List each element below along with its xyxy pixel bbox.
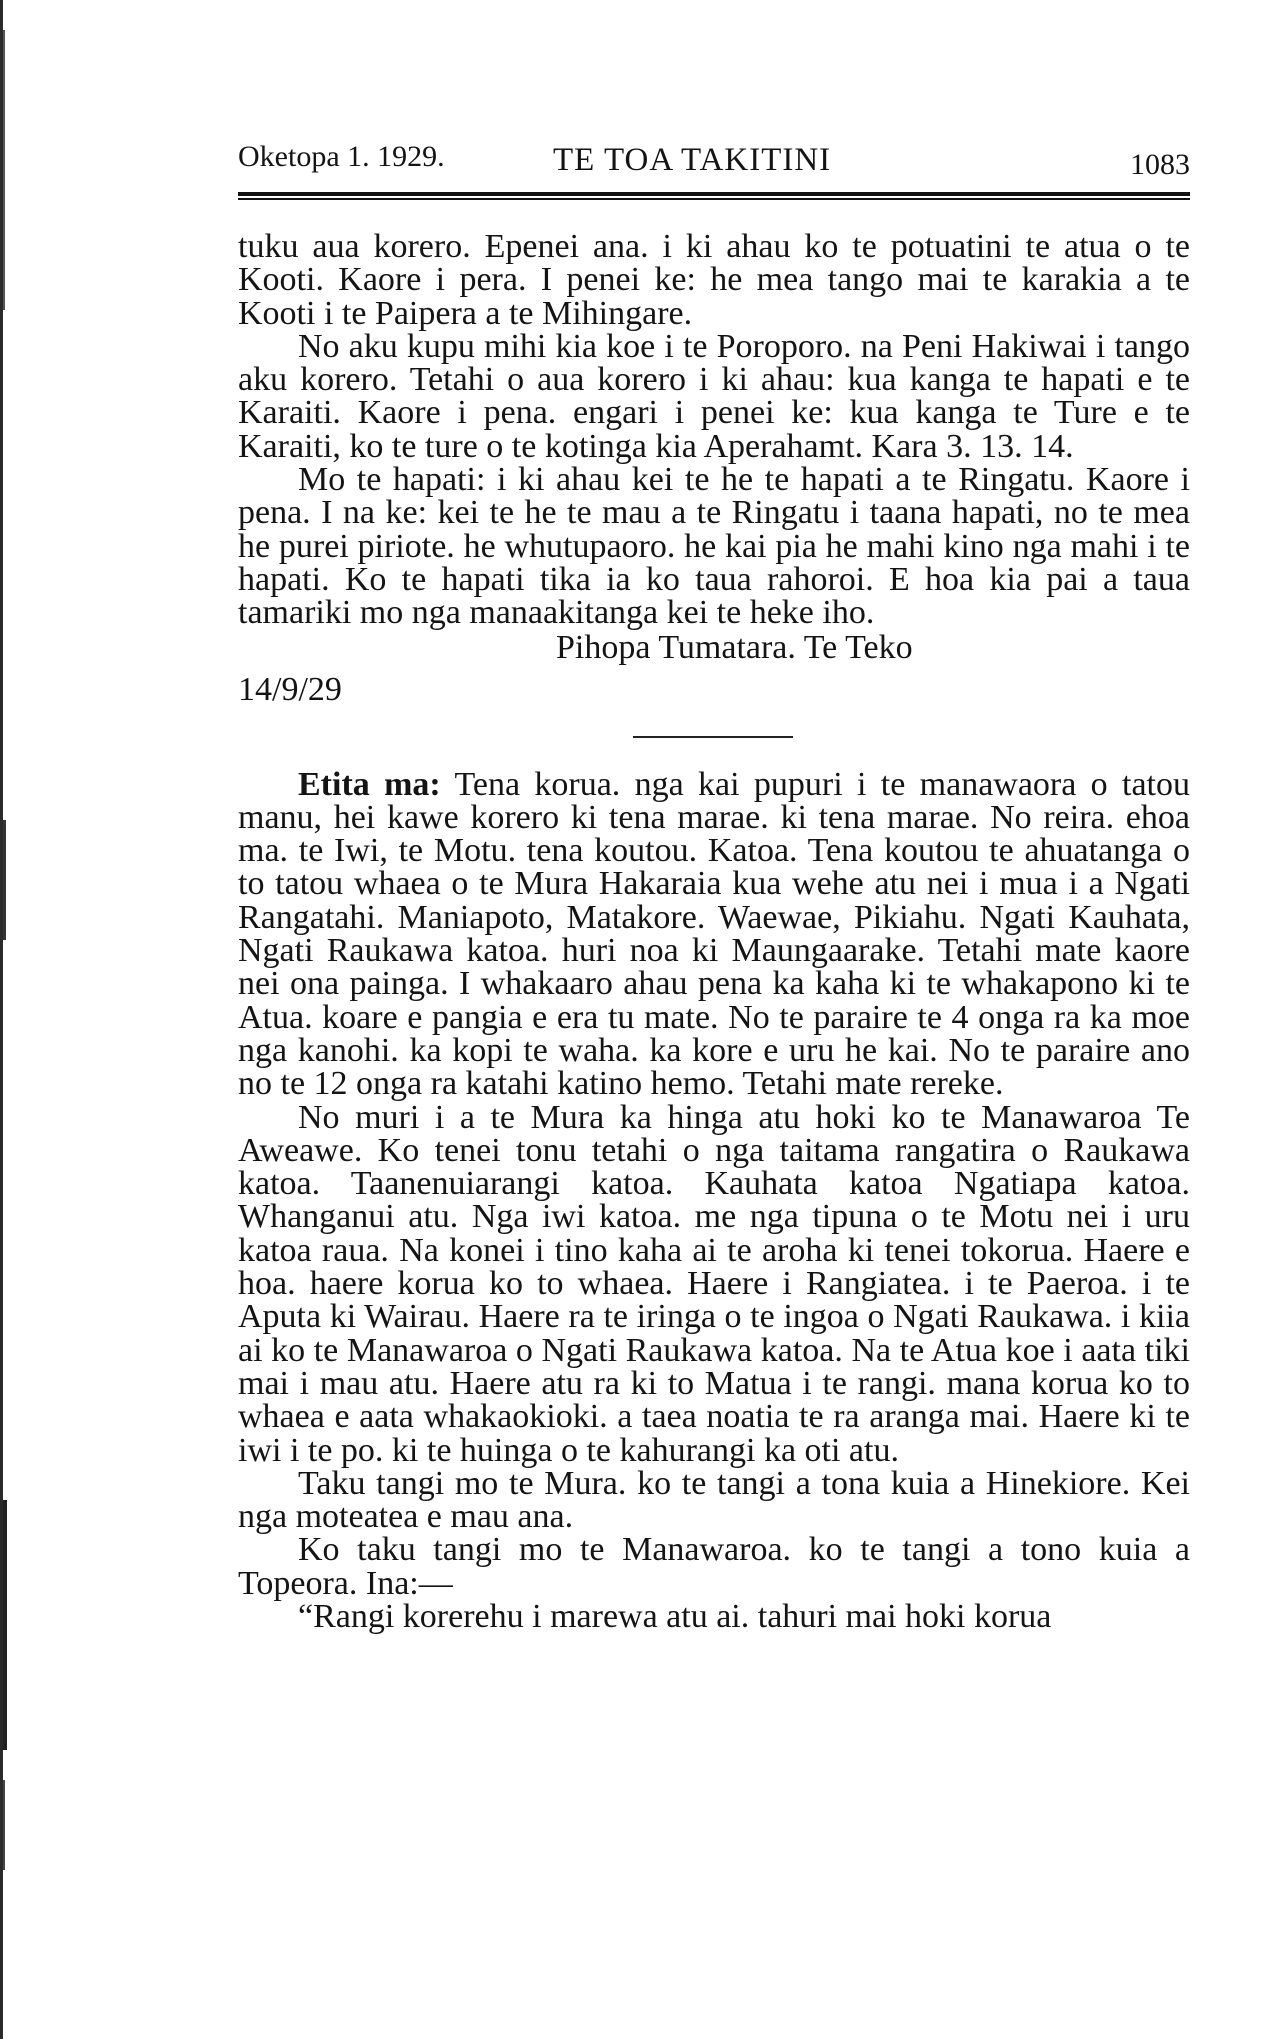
paragraph-poroporo: No aku kupu mihi kia koe i te Poroporo. na Peni Hakiwai i tango aku korero. Tetahi o aua korero i ki ahau: kua kanga te hapati e te Karaiti. Kaore i pena. engari i penei ke: kua kanga te Ture e te Karaiti, ko te ture o te kotinga kia Aperahamt. Kara 3. 13. 14. — [238, 327, 1190, 465]
paragraph-hapati: Mo te hapati: i ki ahau kei te he te hapati a te Ringatu. Kaore i pena. I na ke: kei te he te mau a te Ringatu i taana hapati, no te mea he purei piriote. he whutupaoro. he kai pia he mahi kino nga mahi i te hapati. Ko te hapati tika ia ko taua rahoroi. E hoa kia pai a taua tamariki mo nga manaakitanga kei te heke iho. — [238, 461, 1190, 632]
paragraph-continuation: tuku aua korero. Epenei ana. i ki ahau ko te potuatini te atua o te Kooti. Kaore i pera. I penei ke: he mea tango mai te karakia a te Kooti i te Paipera a te Mihingare. — [238, 228, 1190, 332]
paragraph-manawaroa: No muri i a te Mura ka hinga atu hoki ko te Manawaroa Te Aweawe. Ko tenei tonu tetahi o nga taitama rangatira o Raukawa katoa. Taanenuiarangi katoa. Kauhata katoa Ngatiapa katoa. Whanganui atu. Nga iwi katoa. me nga tipuna o te Motu nei i uru katoa raua. Na konei i tino kaha ai te aroha ki tenei tokorua. Haere e hoa. haere korua ko to whaea. Haere i Rangiatea. i te Paeroa. i te Aputa ki Wairau. Haere ra te iringa o te ingoa o Ngati Raukawa. i kiia ai ko te Manawaroa o Ngati Raukawa katoa. Na te Atua koe i aata tiki mai i mau atu. Haere atu ra ki to Matua i te rangi. mana korua ko to whaea e aata whakaokioki. a taea noatia te ra aranga mai. Haere ki te iwi i te po. ki te huinga o te kahurangi ka oti atu. — [238, 1098, 1190, 1469]
issue-date: Oketopa 1. 1929. — [238, 140, 445, 173]
section-divider — [633, 736, 793, 738]
paragraph-quote-start: “Rangi korerehu i marewa atu ai. tahuri mai hoki korua — [298, 1597, 1052, 1635]
letter-signature: Pihopa Tumatara. Te Teko — [556, 628, 913, 666]
page-number: 1083 — [1130, 148, 1190, 181]
header-rule — [238, 192, 1190, 200]
salutation: Etita ma: — [298, 765, 441, 803]
article-body — [238, 230, 1190, 1633]
paragraph-etita-text: Tena korua. nga kai pupuri i te manawaora o tatou manu, hei kawe korero ki tena marae. ki tena marae. No reira. ehoa ma. te Iwi, te Motu. tena koutou. Katoa. Tena koutou te ahuatanga o to tatou whaea o te Mura Hakaraia kua wehe atu nei i mua i a Ngati Rangatahi. Maniapoto, Matakore. Waewae, Pikiahu. Ngati Kauhata, Ngati Raukawa katoa. huri noa ki Maungaarake. Tetahi mate kaore nei ona painga. I whakaaro ahau pena ka kaha ki te whakapono ki te Atua. koare e pangia e era tu mate. No te paraire te 4 onga ra ka moe nga kanohi. ka kopi te waha. ka kore e uru he kai. No te paraire ano no te 12 onga ra katahi katino hemo. Tetahi mate rereke. — [238, 765, 1190, 1103]
scan-edge-decoration — [0, 0, 9, 2039]
running-head — [238, 140, 1190, 188]
paragraph-tangi-manawaroa: Ko taku tangi mo te Manawaroa. ko te tangi a tono kuia a Topeora. Ina:— — [238, 1531, 1190, 1602]
paragraph-tangi-mura: Taku tangi mo te Mura. ko te tangi a tona kuia a Hinekiore. Kei nga moteatea e mau ana. — [238, 1464, 1190, 1536]
journal-page — [238, 140, 1190, 1633]
journal-title: TE TOA TAKITINI — [553, 142, 832, 178]
letter-date: 14/9/29 — [238, 670, 342, 708]
paragraph-etita — [238, 765, 1190, 1103]
